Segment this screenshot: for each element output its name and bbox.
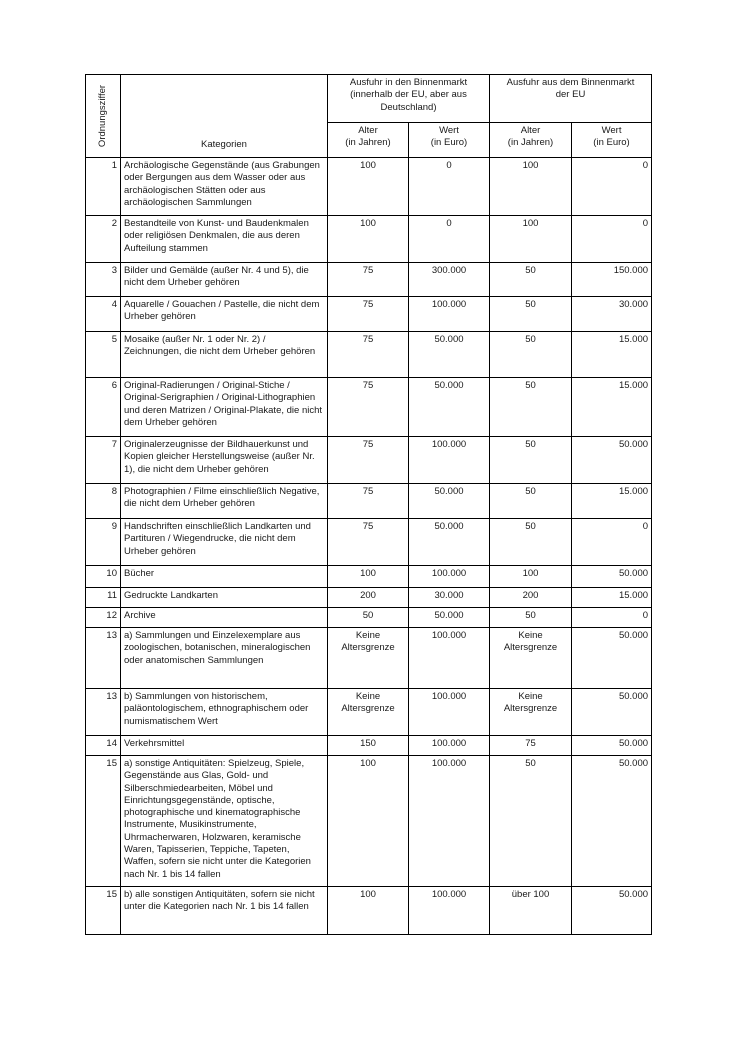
table-row <box>86 736 652 756</box>
row-wert-in: 100.000 <box>409 437 490 484</box>
table-row <box>86 484 652 519</box>
row-kategorie: Bücher <box>121 566 328 588</box>
row-kategorie: Archive <box>121 608 328 628</box>
row-alter-aus: 50 <box>490 263 572 297</box>
row-kategorie: Gedruckte Landkarten <box>121 588 328 608</box>
row-number: 15 <box>86 887 121 935</box>
table-row <box>86 566 652 588</box>
row-alter-aus: 50 <box>490 297 572 332</box>
row-wert-in: 100.000 <box>409 736 490 756</box>
table-row <box>86 588 652 608</box>
row-alter-aus: 100 <box>490 158 572 216</box>
row-number: 11 <box>86 588 121 608</box>
row-kategorie: Originalerzeugnisse der Bildhauerkunst und Kopien gleicher Herstellungsweise (außer Nr. 1), die nicht dem Urheber gehören <box>121 437 328 484</box>
row-alter-in: 100 <box>328 756 409 887</box>
row-number: 6 <box>86 378 121 437</box>
row-alter-in: 75 <box>328 332 409 378</box>
row-alter-in: Keine Altersgrenze <box>328 689 409 736</box>
row-wert-aus: 50.000 <box>572 689 652 736</box>
row-kategorie: Verkehrsmittel <box>121 736 328 756</box>
row-wert-in: 30.000 <box>409 588 490 608</box>
row-wert-aus: 0 <box>572 519 652 566</box>
row-alter-in: 75 <box>328 519 409 566</box>
row-number: 5 <box>86 332 121 378</box>
row-alter-in: 100 <box>328 887 409 935</box>
row-kategorie: b) Sammlungen von historischem, paläontologischem, ethnographischem oder numismatischem Wert <box>121 689 328 736</box>
table-row <box>86 216 652 263</box>
table-row <box>86 297 652 332</box>
row-number: 8 <box>86 484 121 519</box>
kulturgut-table <box>85 74 652 935</box>
row-alter-in: 100 <box>328 216 409 263</box>
row-kategorie: a) sonstige Antiquitäten: Spielzeug, Spiele, Gegenstände aus Glas, Gold- und Silberschmiedearbeiten, Möbel und Einrichtungsgegenstände, optische, photographische und kinematographische Instrumente, Musikinstrumente, Uhrmacherwaren, Holzwaren, keramische Waren, Tapisserien, Teppiche, Tapeten, Waffen, sofern sie nicht unter die Kategorien nach Nr. 1 bis 14 fallen <box>121 756 328 887</box>
row-number: 3 <box>86 263 121 297</box>
row-wert-aus: 50.000 <box>572 887 652 935</box>
row-alter-aus: 50 <box>490 519 572 566</box>
header-binnenmarkt-in: Ausfuhr in den Binnenmarkt (innerhalb der EU, aber aus Deutschland) <box>328 75 490 123</box>
row-alter-in: 100 <box>328 158 409 216</box>
row-wert-in: 100.000 <box>409 756 490 887</box>
row-number: 13 <box>86 628 121 689</box>
row-wert-in: 50.000 <box>409 608 490 628</box>
row-alter-aus: 50 <box>490 608 572 628</box>
header-wert-in: Wert (in Euro) <box>409 123 490 158</box>
row-number: 15 <box>86 756 121 887</box>
row-wert-aus: 0 <box>572 608 652 628</box>
row-alter-in: 75 <box>328 263 409 297</box>
row-alter-aus: 50 <box>490 378 572 437</box>
row-wert-in: 100.000 <box>409 689 490 736</box>
row-kategorie: Aquarelle / Gouachen / Pastelle, die nicht dem Urheber gehören <box>121 297 328 332</box>
row-wert-aus: 50.000 <box>572 437 652 484</box>
row-alter-aus: 50 <box>490 332 572 378</box>
row-wert-aus: 150.000 <box>572 263 652 297</box>
row-wert-aus: 15.000 <box>572 332 652 378</box>
row-alter-in: 75 <box>328 437 409 484</box>
table-row <box>86 628 652 689</box>
row-number: 14 <box>86 736 121 756</box>
header-wert-aus: Wert (in Euro) <box>572 123 652 158</box>
row-wert-in: 100.000 <box>409 297 490 332</box>
row-alter-aus: 100 <box>490 566 572 588</box>
header-alter-aus: Alter (in Jahren) <box>490 123 572 158</box>
header-ordnungsziffer-label: Ordnungsziffer <box>96 84 108 148</box>
row-alter-in: 50 <box>328 608 409 628</box>
row-alter-aus: 200 <box>490 588 572 608</box>
row-alter-in: Keine Altersgrenze <box>328 628 409 689</box>
table-row <box>86 378 652 437</box>
row-alter-aus: 50 <box>490 484 572 519</box>
header-kategorien: Kategorien <box>121 75 328 158</box>
row-number: 13 <box>86 689 121 736</box>
row-wert-in: 300.000 <box>409 263 490 297</box>
row-wert-in: 100.000 <box>409 566 490 588</box>
row-kategorie: Original-Radierungen / Original-Stiche / Original-Serigraphien / Original-Lithographien und deren Matrizen / Original-Plakate, die nicht dem Urheber gehören <box>121 378 328 437</box>
row-wert-in: 50.000 <box>409 378 490 437</box>
table-row <box>86 689 652 736</box>
header-binnenmarkt-aus: Ausfuhr aus dem Binnenmarkt der EU <box>490 75 652 123</box>
table-row <box>86 887 652 935</box>
table-row <box>86 332 652 378</box>
row-kategorie: Photographien / Filme einschließlich Negative, die nicht dem Urheber gehören <box>121 484 328 519</box>
row-wert-aus: 50.000 <box>572 566 652 588</box>
row-alter-in: 200 <box>328 588 409 608</box>
row-number: 12 <box>86 608 121 628</box>
row-alter-aus: 50 <box>490 756 572 887</box>
header-alter-in: Alter (in Jahren) <box>328 123 409 158</box>
row-kategorie: Mosaike (außer Nr. 1 oder Nr. 2) / Zeichnungen, die nicht dem Urheber gehören <box>121 332 328 378</box>
row-alter-aus: über 100 <box>490 887 572 935</box>
row-wert-in: 0 <box>409 158 490 216</box>
row-number: 2 <box>86 216 121 263</box>
row-alter-aus: 75 <box>490 736 572 756</box>
row-wert-aus: 15.000 <box>572 484 652 519</box>
table-row <box>86 756 652 887</box>
row-wert-aus: 50.000 <box>572 628 652 689</box>
row-alter-in: 150 <box>328 736 409 756</box>
row-kategorie: Archäologische Gegenstände (aus Grabungen oder Bergungen aus dem Wasser oder aus archäologischen Stätten oder aus archäologischen Sammlungen <box>121 158 328 216</box>
row-wert-in: 100.000 <box>409 887 490 935</box>
row-wert-in: 100.000 <box>409 628 490 689</box>
row-wert-in: 50.000 <box>409 484 490 519</box>
row-alter-aus: Keine Altersgrenze <box>490 628 572 689</box>
row-wert-in: 0 <box>409 216 490 263</box>
table-row <box>86 437 652 484</box>
row-alter-in: 100 <box>328 566 409 588</box>
table-row <box>86 158 652 216</box>
row-wert-aus: 50.000 <box>572 736 652 756</box>
row-wert-aus: 0 <box>572 158 652 216</box>
row-alter-aus: 100 <box>490 216 572 263</box>
row-number: 4 <box>86 297 121 332</box>
row-alter-aus: Keine Altersgrenze <box>490 689 572 736</box>
row-wert-in: 50.000 <box>409 332 490 378</box>
row-kategorie: b) alle sonstigen Antiquitäten, sofern sie nicht unter die Kategorien nach Nr. 1 bis 14 fallen <box>121 887 328 935</box>
row-kategorie: Handschriften einschließlich Landkarten und Partituren / Wiegendrucke, die nicht dem Urheber gehören <box>121 519 328 566</box>
row-wert-aus: 15.000 <box>572 378 652 437</box>
table-row <box>86 519 652 566</box>
row-alter-in: 75 <box>328 378 409 437</box>
row-kategorie: a) Sammlungen und Einzelexemplare aus zoologischen, botanischen, mineralogischen oder anatomischen Sammlungen <box>121 628 328 689</box>
row-kategorie: Bilder und Gemälde (außer Nr. 4 und 5), die nicht dem Urheber gehören <box>121 263 328 297</box>
row-number: 9 <box>86 519 121 566</box>
header-ordnungsziffer <box>86 75 121 158</box>
row-wert-aus: 0 <box>572 216 652 263</box>
table-row <box>86 608 652 628</box>
row-wert-aus: 50.000 <box>572 756 652 887</box>
row-number: 1 <box>86 158 121 216</box>
table-row <box>86 263 652 297</box>
row-wert-in: 50.000 <box>409 519 490 566</box>
row-kategorie: Bestandteile von Kunst- und Baudenkmalen oder religiösen Denkmalen, die aus deren Aufteilung stammen <box>121 216 328 263</box>
row-wert-aus: 30.000 <box>572 297 652 332</box>
row-alter-in: 75 <box>328 297 409 332</box>
row-alter-aus: 50 <box>490 437 572 484</box>
row-wert-aus: 15.000 <box>572 588 652 608</box>
row-number: 10 <box>86 566 121 588</box>
row-number: 7 <box>86 437 121 484</box>
row-alter-in: 75 <box>328 484 409 519</box>
